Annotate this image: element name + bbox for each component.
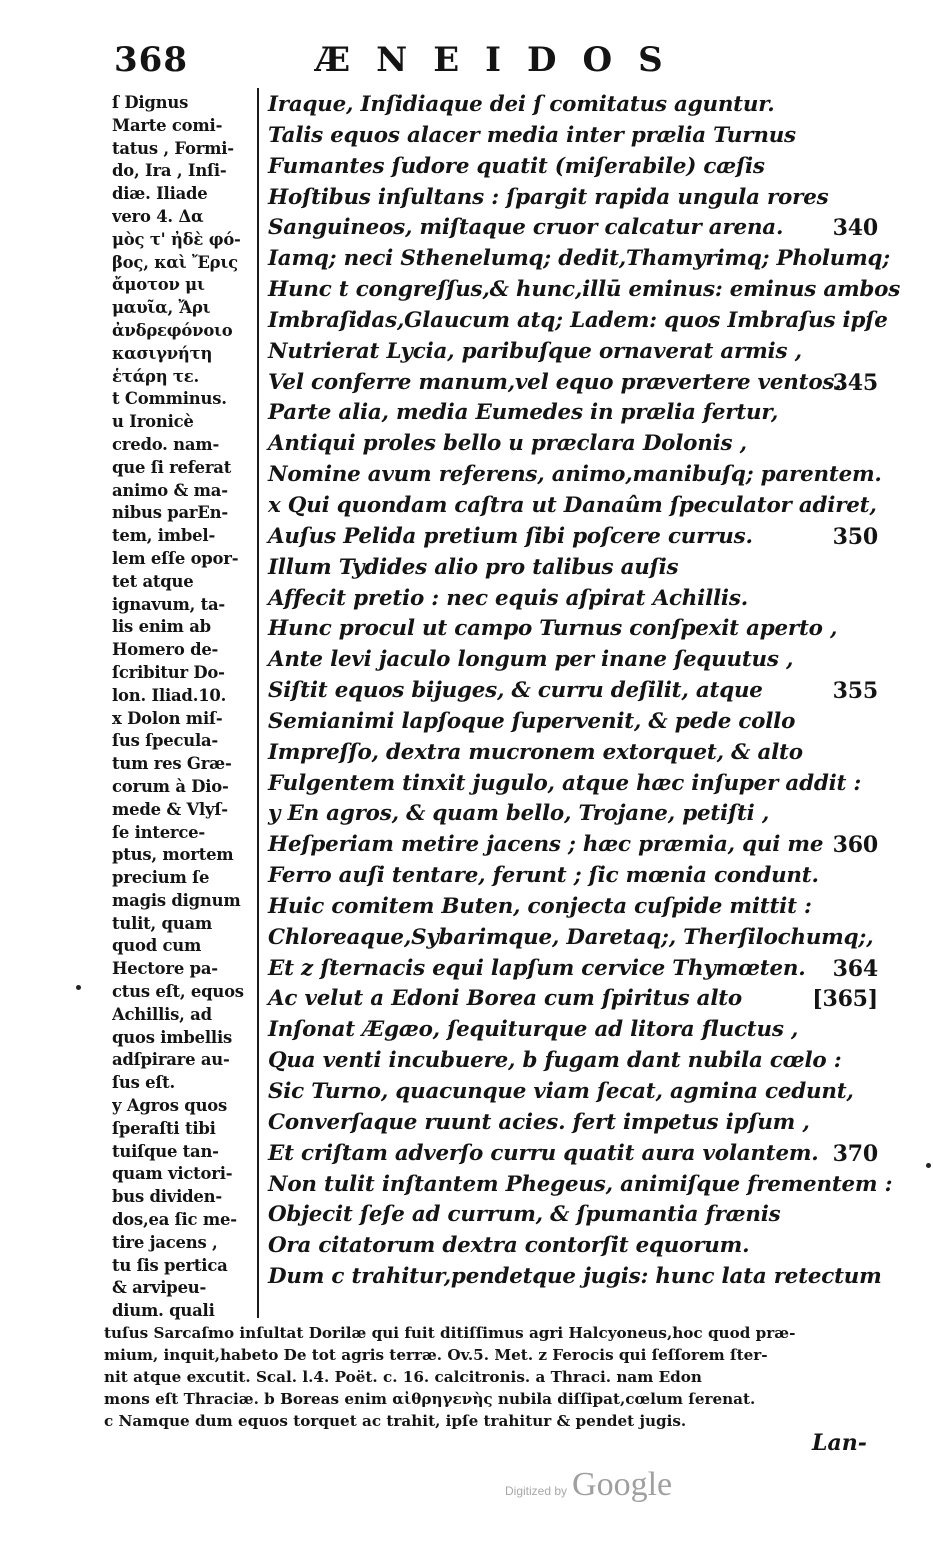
margin-note-line: ctus eſt, equos bbox=[112, 982, 244, 1002]
verse-line bbox=[268, 368, 878, 399]
verse-line bbox=[268, 429, 878, 460]
verse-text: Iraque, Inſidiaque dei ſ comitatus aguntur. bbox=[268, 92, 775, 117]
verse-text: Talis equos alacer media inter prælia Turnus bbox=[268, 122, 796, 148]
verse-text: Converſaque ruunt acies. fert impetus ipſum , bbox=[268, 1109, 810, 1135]
verse-line bbox=[268, 1077, 878, 1108]
margin-note-line: tet atque bbox=[112, 571, 194, 591]
verse-line bbox=[268, 830, 878, 861]
margin-note-line: tem, imbel- bbox=[112, 526, 216, 546]
verse-text: Fumantes ſudore quatit (miſerabile) cæſis bbox=[268, 153, 765, 179]
verse-line bbox=[268, 275, 901, 306]
verse-line bbox=[268, 707, 878, 738]
footnote-line: tuſus Sarcaſmo inſultat Dorilæ qui fuit ditiſſimus agri Halcyoneus,hoc quod præ- bbox=[104, 1324, 796, 1342]
running-head: ÆNEIDOS bbox=[315, 40, 689, 80]
verse-line bbox=[268, 152, 878, 183]
verse-text: Ora citatorum dextra contorſit equorum. bbox=[268, 1233, 750, 1259]
footnote-line: mium, inquit,habeto De tot agris terræ. Ov.5. Met. z Ferocis qui ſeſſorem ſter- bbox=[104, 1346, 768, 1364]
verse-text: Et criſtam adverſo curru quatit aura volantem. bbox=[268, 1140, 819, 1166]
margin-note-line: corum à Dio- bbox=[112, 776, 229, 796]
verse-text: Qua venti incubuere, b fugam dant nubila cœlo : bbox=[268, 1048, 842, 1074]
margin-note-line: mede & Vlyſ- bbox=[112, 799, 228, 819]
margin-note-line: μαυῖα, Ἄρι bbox=[112, 298, 211, 318]
verse-text: Ferro auſi tentare, ferunt ; ſic mœnia condunt. bbox=[268, 863, 819, 889]
margin-note-line: quod cum bbox=[112, 936, 202, 956]
verse-line bbox=[268, 676, 878, 707]
margin-note-line: ſ Dignus bbox=[112, 93, 189, 112]
verse-line bbox=[268, 984, 878, 1015]
verse-text: Heſperiam metire jacens ; hæc præmia, qui me bbox=[268, 832, 824, 858]
verse-line bbox=[268, 584, 878, 615]
verse-column bbox=[268, 90, 901, 1293]
margin-note-line: quam victori- bbox=[112, 1164, 233, 1184]
margin-note-line: & arvipeu- bbox=[112, 1278, 207, 1298]
margin-note-line: do, Ira , Inſi- bbox=[112, 161, 227, 181]
verse-line bbox=[268, 522, 878, 553]
verse-text: Illum Tydides alio pro talibus auſis bbox=[268, 554, 679, 580]
margin-note-line: tire jacens , bbox=[112, 1232, 218, 1252]
google-logo: Google bbox=[572, 1466, 673, 1503]
verse-text: Hunc procul ut campo Turnus conſpexit aperto , bbox=[268, 616, 838, 642]
verse-line bbox=[268, 90, 878, 121]
verse-text: x Qui quondam caſtra ut Danaûm ſpeculator adiret, bbox=[268, 492, 877, 518]
verse-text: Hunc t congreſſus,& hunc,illū eminus: eminus ambos bbox=[268, 277, 901, 303]
verse-text: Semianimi lapſoque ſupervenit, & pede collo bbox=[268, 708, 796, 734]
margin-note-line: lis enim ab bbox=[112, 617, 211, 637]
margin-note-line: lem eſſe opor- bbox=[112, 548, 239, 568]
verse-line bbox=[268, 337, 878, 368]
verse-text: Siſtit equos bijuges, & curru deſilit, atque bbox=[268, 678, 763, 704]
margin-note-line: ſe interce- bbox=[112, 822, 205, 842]
verse-text: Non tulit inſtantem Phegeus, animiſque frementem : bbox=[268, 1171, 893, 1197]
margin-note-line: ſcribitur Do- bbox=[112, 662, 225, 682]
margin-note-line: Achillis, ad bbox=[112, 1004, 212, 1024]
margin-note-line: Marte comi- bbox=[112, 115, 223, 135]
verse-text: Ante levi jaculo longum per inane ſequutus , bbox=[268, 647, 794, 673]
verse-text: Nomine avum referens, animo,manibuſq; parentem. bbox=[268, 462, 882, 488]
verse-line bbox=[268, 769, 878, 800]
footnotes bbox=[104, 1322, 884, 1432]
verse-text: y En agros, & quam bello, Trojane, petiſti , bbox=[268, 801, 770, 827]
line-number: 370 bbox=[832, 1140, 878, 1167]
margin-note-line: Homero de- bbox=[112, 640, 219, 660]
verse-text: Nutrierat Lycia, paribuſque ornaverat armis , bbox=[268, 338, 802, 364]
line-number: 360 bbox=[832, 832, 878, 859]
margin-note-line: y Agros quos bbox=[112, 1096, 228, 1116]
margin-note-line: tulit, quam bbox=[112, 913, 213, 933]
verse-text: Imbraſidas,Glaucum atq; Ladem: quos Imbraſus ipſe bbox=[268, 307, 888, 333]
margin-note-line: ἄμοτον μι bbox=[112, 275, 205, 295]
margin-note-line: vero 4. Δα bbox=[112, 206, 204, 226]
verse-text: Hoſtibus inſultans : ſpargit rapida ungula rores bbox=[268, 184, 829, 210]
ink-speck bbox=[926, 1163, 931, 1168]
verse-text: Auſus Pelida pretium ſibi poſcere currus. bbox=[268, 523, 753, 549]
line-number: 345 bbox=[832, 369, 878, 396]
verse-text: Sanguineos, miſtaque cruor calcatur arena. bbox=[268, 215, 784, 241]
margin-note-line: credo. nam- bbox=[112, 434, 220, 454]
margin-note-line: que ſi referat bbox=[112, 457, 232, 477]
margin-note-line: precium ſe bbox=[112, 868, 210, 888]
verse-line bbox=[268, 460, 882, 491]
margin-note-line: x Dolon miſ- bbox=[112, 708, 223, 728]
margin-note-line: dos,ea ſic me- bbox=[112, 1210, 237, 1230]
verse-line bbox=[268, 614, 878, 645]
margin-note-line: tum res Græ- bbox=[112, 754, 232, 774]
verse-text: Antiqui proles bello u præclara Dolonis , bbox=[268, 431, 747, 457]
line-number: [365] bbox=[812, 986, 878, 1013]
margin-note-line: βος, καὶ Ἔρις bbox=[112, 252, 238, 272]
verse-text: Objecit ſeſe ad currum, & ſpumantia frænis bbox=[268, 1202, 781, 1228]
verse-line bbox=[268, 645, 878, 676]
verse-line bbox=[268, 892, 878, 923]
margin-note-line: lon. Iliad.10. bbox=[112, 685, 227, 705]
verse-text: Parte alia, media Eumedes in prælia fertur, bbox=[268, 400, 779, 426]
margin-note-line: dium. quali bbox=[112, 1301, 215, 1321]
margin-note-line: ptus, mortem bbox=[112, 845, 234, 865]
verse-line bbox=[268, 306, 888, 337]
line-number: 340 bbox=[832, 215, 878, 242]
verse-text: Impreſſo, dextra mucronem extorquet, & alto bbox=[268, 739, 803, 765]
verse-text: Sic Turno, quacunque viam ſecat, agmina cedunt, bbox=[268, 1079, 854, 1104]
verse-text: Ac velut a Edoni Borea cum ſpiritus alto bbox=[268, 986, 742, 1012]
verse-line bbox=[268, 1170, 893, 1201]
margin-note-line: animo & ma- bbox=[112, 480, 228, 500]
margin-note-line: Hectore pa- bbox=[112, 959, 218, 979]
ink-speck bbox=[76, 985, 81, 990]
verse-line bbox=[268, 1231, 878, 1262]
verse-line bbox=[268, 1046, 878, 1077]
verse-line bbox=[268, 1139, 878, 1170]
margin-note-line: tu ſis pertica bbox=[112, 1255, 228, 1275]
margin-note-line: magis dignum bbox=[112, 890, 241, 910]
verse-line bbox=[268, 954, 878, 985]
margin-note-line: t Comminus. bbox=[112, 389, 227, 409]
verse-line bbox=[268, 244, 890, 275]
margin-note-line: ἑτάρη τε. bbox=[112, 366, 200, 386]
line-number: 350 bbox=[832, 523, 878, 550]
verse-line bbox=[268, 1200, 878, 1231]
margin-note-line: κασιγνήτη bbox=[112, 343, 213, 363]
margin-note-line: u Ironicè bbox=[112, 412, 194, 432]
verse-line bbox=[268, 398, 878, 429]
verse-text: Fulgentem tinxit jugulo, atque hæc inſuper addit : bbox=[268, 770, 862, 796]
margin-note-line: tatus , Formi- bbox=[112, 138, 234, 158]
verse-text: Vel conferre manum,vel equo prævertere ventos. bbox=[268, 369, 842, 395]
verse-line bbox=[268, 738, 878, 769]
margin-note-line: ſus eſt. bbox=[112, 1073, 176, 1093]
line-number: 364 bbox=[832, 955, 878, 982]
line-number: 355 bbox=[832, 678, 878, 705]
verse-text: Et z ſternacis equi lapſum cervice Thymœten. bbox=[268, 955, 806, 981]
verse-text: Chloreaque,Sybarimque, Daretaq;, Therſilochumq;, bbox=[268, 924, 874, 950]
footnote-line: mons eſt Thraciæ. b Boreas enim αἰθρηγενὴς nubila diſſipat,cœlum ſerenat. bbox=[104, 1390, 756, 1408]
verse-line bbox=[268, 213, 878, 244]
digitized-by-google-watermark bbox=[505, 1466, 672, 1504]
margin-note-line: diæ. Iliade bbox=[112, 184, 208, 204]
verse-line bbox=[268, 121, 878, 152]
margin-note-line: tuiſque tan- bbox=[112, 1141, 219, 1161]
margin-note-line: ſus ſpecula- bbox=[112, 731, 218, 751]
verse-text: Inſonat Ægæo, ſequiturque ad litora fluctus , bbox=[268, 1017, 799, 1043]
margin-note-line: ignavum, ta- bbox=[112, 594, 226, 614]
verse-line bbox=[268, 923, 878, 954]
margin-note-line: μὸς τ' ἠδὲ φό- bbox=[112, 229, 241, 249]
verse-text: Iamq; neci Sthenelumq; dedit,Thamyrimq; Pholumq; bbox=[268, 246, 890, 272]
margin-note-line: ſperaſti tibi bbox=[112, 1118, 216, 1138]
footnote-line: c Namque dum equos torquet ac trahit, ipſe trahitur & pendet jugis. bbox=[104, 1412, 687, 1430]
verse-line bbox=[268, 1015, 878, 1046]
margin-note-line: nibus parEn- bbox=[112, 503, 228, 523]
verse-line bbox=[268, 183, 878, 214]
verse-text: Huic comitem Buten, conjecta cuſpide mittit : bbox=[268, 893, 812, 919]
column-rule bbox=[257, 88, 259, 1318]
verse-line bbox=[268, 1108, 878, 1139]
verse-line bbox=[268, 553, 878, 584]
margin-note-line: ἀνδρεφόνοιο bbox=[112, 320, 233, 340]
catchword: Lan- bbox=[812, 1430, 867, 1456]
margin-note-line: adſpirare au- bbox=[112, 1050, 230, 1070]
margin-note-line: bus dividen- bbox=[112, 1187, 222, 1207]
page-number: 368 bbox=[114, 40, 188, 80]
footnote-line: nit atque excutit. Scal. l.4. Poët. c. 16. calcitronis. a Thraci. nam Edon bbox=[104, 1368, 702, 1386]
margin-note-line: quos imbellis bbox=[112, 1027, 233, 1047]
margin-notes bbox=[112, 92, 254, 1323]
verse-line bbox=[268, 799, 878, 830]
verse-line bbox=[268, 1262, 882, 1293]
verse-line bbox=[268, 491, 878, 522]
verse-text: Affecit pretio : nec equis aſpirat Achillis. bbox=[268, 585, 748, 611]
digitized-by-label: Digitized by bbox=[505, 1484, 568, 1498]
verse-line bbox=[268, 861, 878, 892]
verse-text: Dum c trahitur,pendetque jugis: hunc lata retectum bbox=[268, 1264, 882, 1290]
